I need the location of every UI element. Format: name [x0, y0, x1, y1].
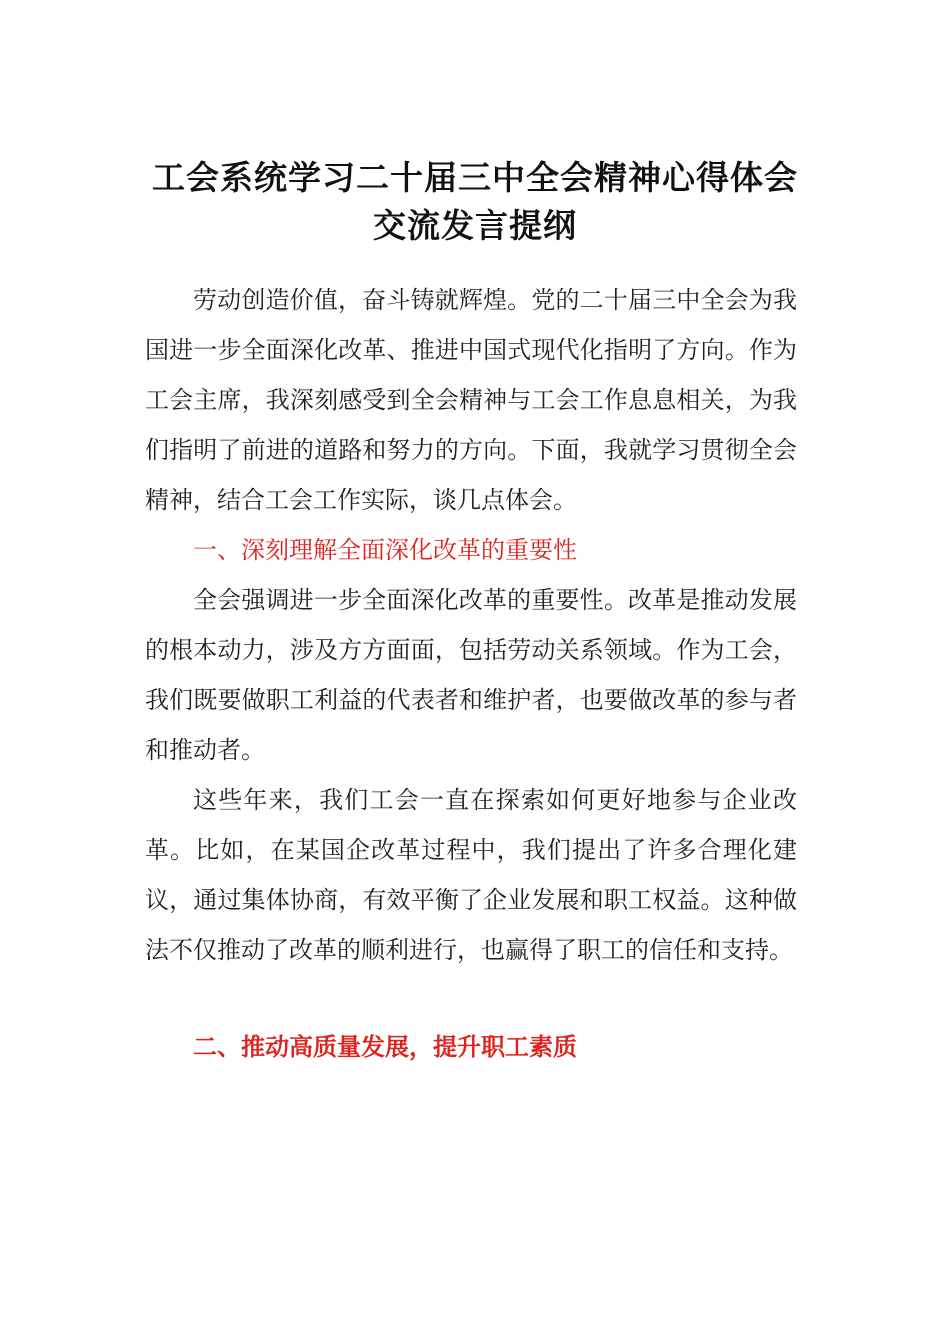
section-2-heading: 二、推动高质量发展，提升职工素质 — [193, 1033, 577, 1061]
document-title-line-1: 工会系统学习二十届三中全会精神心得体会 — [152, 158, 798, 197]
intro-paragraph: 劳动创造价值，奋斗铸就辉煌。党的二十届三中全会为我国进一步全面深化改革、推进中国式现代化指明了方向。作为工会主席，我深刻感受到全会精神与工会工作息息相关，为我们指明了前进的道路和努力的方向。下面，我就学习贯彻全会精神，结合工会工作实际，谈几点体会。 — [145, 286, 797, 514]
section-1-heading: 一、深刻理解全面深化改革的重要性 — [193, 536, 577, 564]
section-1-paragraph-2: 这些年来，我们工会一直在探索如何更好地参与企业改革。比如，在某国企改革过程中，我们提出了许多合理化建议，通过集体协商，有效平衡了企业发展和职工权益。这种做法不仅推动了改革的顺利进行，也赢得了职工的信任和支持。 — [145, 786, 797, 964]
section-1-paragraph-1: 全会强调进一步全面深化改革的重要性。改革是推动发展的根本动力，涉及方方面面，包括劳动关系领域。作为工会，我们既要做职工利益的代表者和维护者，也要做改革的参与者和推动者。 — [145, 586, 797, 764]
document-title-line-2: 交流发言提纲 — [373, 206, 577, 245]
